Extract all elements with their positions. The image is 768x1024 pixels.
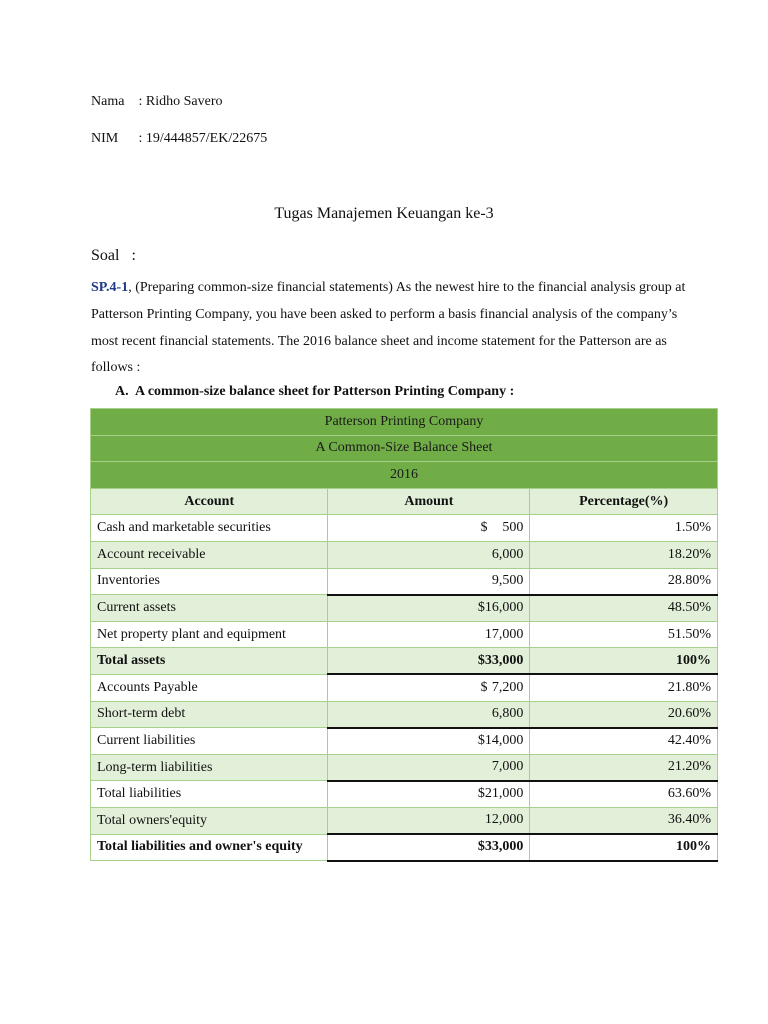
cell-amount (328, 728, 530, 755)
amount-value: 12,000 (484, 812, 524, 828)
cell-percentage: 42.40% (530, 728, 718, 755)
amount-value: 7,200 (491, 679, 524, 695)
amount-value: 500 (502, 520, 524, 536)
cell-percentage: 28.80% (530, 568, 718, 595)
cell-amount (328, 674, 530, 701)
table-title-row (91, 435, 718, 462)
problem-text: , (Preparing common-size financial statements) As the newest hire to the financial analysis group at Patterson Printing Company, you have been asked to perform a basis financial analysis of the company’s most recent financial statements. The 2016 balance sheet and income statement for the Patterson are as follows : (91, 280, 686, 376)
cell-percentage: 100% (530, 648, 718, 675)
table-row (91, 701, 718, 728)
column-header-percentage: Percentage(%) (530, 488, 718, 515)
cell-percentage: 1.50% (530, 515, 718, 542)
table-row (91, 515, 718, 542)
table-row (91, 541, 718, 568)
cell-account: Net property plant and equipment (91, 621, 328, 648)
table-row (91, 781, 718, 808)
cell-amount (328, 621, 530, 648)
nim-label: NIM (91, 131, 119, 146)
cell-percentage: 36.40% (530, 807, 718, 834)
cell-amount (328, 807, 530, 834)
amount-value: 17,000 (484, 626, 524, 642)
cell-amount (328, 515, 530, 542)
table-row (91, 674, 718, 701)
nama-line (91, 94, 223, 110)
amount-value: $33,000 (477, 839, 524, 855)
table-title-row (91, 462, 718, 489)
nama-label: Nama (91, 94, 125, 109)
table-row (91, 754, 718, 781)
cell-amount (328, 781, 530, 808)
cell-amount (328, 834, 530, 861)
cell-percentage: 48.50% (530, 595, 718, 622)
cell-account: Total owners'equity (91, 807, 328, 834)
table-title-year: 2016 (91, 462, 718, 489)
problem-code: SP.4-1 (91, 280, 129, 295)
cell-account: Cash and marketable securities (91, 515, 328, 542)
cell-amount (328, 754, 530, 781)
amount-value: 6,800 (491, 706, 524, 722)
table-title-row (91, 409, 718, 436)
cell-percentage: 21.20% (530, 754, 718, 781)
cell-amount (328, 648, 530, 675)
table-row (91, 834, 718, 861)
cell-amount (328, 568, 530, 595)
soal-heading: Soal : (91, 247, 136, 264)
cell-account: Current assets (91, 595, 328, 622)
cell-account: Inventories (91, 568, 328, 595)
cell-amount (328, 595, 530, 622)
cell-percentage: 21.80% (530, 674, 718, 701)
cell-percentage: 20.60% (530, 701, 718, 728)
cell-percentage: 63.60% (530, 781, 718, 808)
table-title-company: Patterson Printing Company (91, 409, 718, 436)
cell-account: Current liabilities (91, 728, 328, 755)
currency-sign: $ (480, 679, 488, 695)
amount-value: 7,000 (491, 759, 524, 775)
table-title-statement: A Common-Size Balance Sheet (91, 435, 718, 462)
cell-account: Total liabilities (91, 781, 328, 808)
table-row (91, 807, 718, 834)
cell-amount (328, 541, 530, 568)
amount-value: 6,000 (491, 546, 524, 562)
cell-account: Total liabilities and owner's equity (91, 834, 328, 861)
table-row (91, 728, 718, 755)
currency-sign: $ (480, 520, 488, 536)
cell-account: Accounts Payable (91, 674, 328, 701)
cell-percentage: 51.50% (530, 621, 718, 648)
table-row (91, 595, 718, 622)
cell-account: Long-term liabilities (91, 754, 328, 781)
column-header-row (91, 488, 718, 515)
cell-account: Short-term debt (91, 701, 328, 728)
problem-paragraph (91, 275, 691, 382)
cell-amount (328, 701, 530, 728)
section-a-heading (115, 384, 514, 400)
cell-account: Account receivable (91, 541, 328, 568)
cell-account: Total assets (91, 648, 328, 675)
cell-percentage: 18.20% (530, 541, 718, 568)
amount-value: $14,000 (477, 733, 524, 749)
balance-sheet-table (90, 408, 718, 862)
column-header-amount: Amount (328, 488, 530, 515)
amount-value: $33,000 (477, 652, 524, 668)
section-a-text: A common-size balance sheet for Patterson Printing Company : (135, 384, 515, 399)
table-row (91, 621, 718, 648)
nim-value: : 19/444857/EK/22675 (138, 131, 268, 146)
section-a-letter: A. (115, 384, 129, 399)
document-title: Tugas Manajemen Keuangan ke-3 (274, 205, 494, 222)
amount-value: $16,000 (477, 600, 524, 616)
cell-percentage: 100% (530, 834, 718, 861)
nama-value: : Ridho Savero (138, 94, 223, 109)
amount-value: 9,500 (491, 573, 524, 589)
nim-line (91, 131, 267, 147)
table-row (91, 568, 718, 595)
column-header-account: Account (91, 488, 328, 515)
table-row (91, 648, 718, 675)
amount-value: $21,000 (477, 786, 524, 802)
